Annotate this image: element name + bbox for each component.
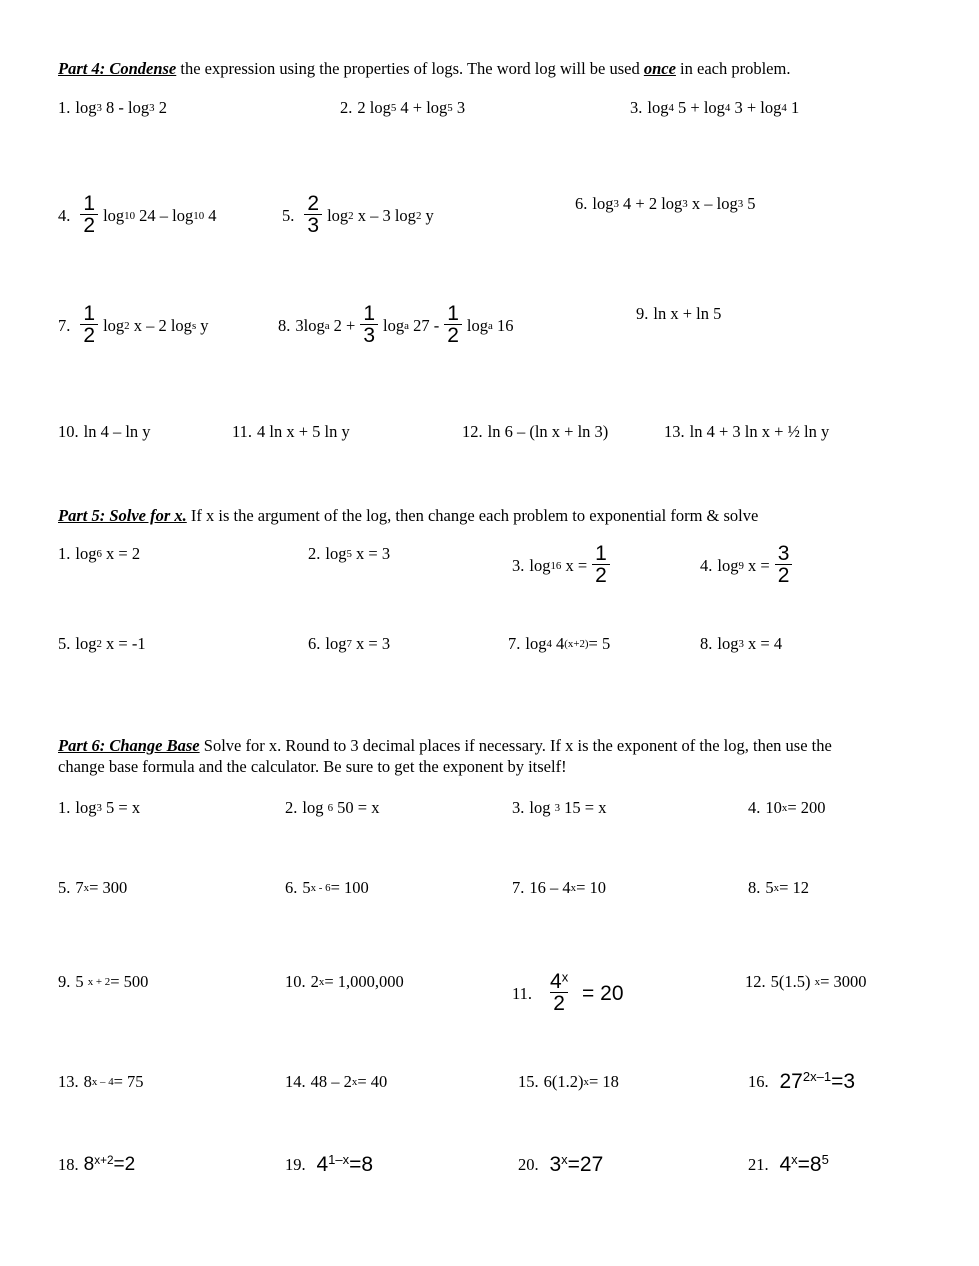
part4-row-1	[0, 98, 979, 158]
problem-p6-4	[748, 798, 826, 818]
problem-p4-5	[282, 194, 434, 238]
problem-number: 5.	[58, 878, 71, 897]
problem-expression-cont2: log a 16	[466, 315, 514, 335]
problem-p4-1	[58, 98, 167, 118]
problem-expression: log 7 x = 3	[325, 634, 391, 653]
problem-p6-12	[745, 972, 867, 992]
problem-number: 5.	[58, 634, 71, 653]
problem-expression: ln 4 – ln y	[83, 422, 151, 441]
problem-expression: ln x + ln 5	[653, 304, 722, 323]
problem-number: 9.	[636, 304, 649, 323]
problem-expression: log 3 x = 4	[717, 634, 783, 653]
problem-expression: $4^x=8^5$	[773, 1152, 829, 1176]
part6-instructions: Solve for x. Round to 3 decimal places if necessary. If x is the exponent of the log, then use the	[199, 736, 832, 755]
problem-expression: log 3 8 - log 3 2	[75, 98, 167, 117]
problem-expression: log 2 x – 3 log 2 y	[327, 205, 434, 225]
problem-p5-1	[58, 544, 140, 564]
problem-expression-cont: log a 27 -	[383, 315, 440, 335]
part5-heading	[58, 505, 928, 526]
problem-expression: = 20	[576, 981, 624, 1005]
part6-row-4	[0, 1069, 979, 1132]
problem-expression: $3^x=27$	[543, 1152, 604, 1176]
problem-number: 3.	[512, 798, 525, 817]
problem-expression: 5 x = 12	[765, 878, 809, 897]
problem-expression: 3log a 2 +	[295, 315, 356, 335]
problem-number: 7.	[508, 634, 521, 653]
problem-expression: 5(1.5) x = 3000	[770, 972, 867, 991]
problem-number: 5.	[282, 205, 295, 225]
problem-p5-4	[700, 544, 797, 588]
problem-number: 3.	[630, 98, 643, 117]
part4-row-3	[0, 290, 979, 350]
problem-p4-4	[58, 194, 217, 238]
problem-p4-8	[278, 304, 513, 348]
problem-number: 6.	[285, 878, 298, 897]
part5-tag: Part 5: Solve for x.	[58, 506, 187, 525]
problem-expression: log 16 x =	[529, 555, 588, 575]
part4-instructions-a: the expression using the properties of logs. The word log will be used	[176, 59, 644, 78]
problem-number: 1.	[58, 544, 71, 563]
problem-expression: log 4 4 (x+2) = 5	[525, 634, 611, 653]
problem-expression: 8 x – 4 = 75	[83, 1072, 144, 1091]
problem-number: 12.	[462, 422, 483, 441]
fraction-one-half: $\frac{1}{2}$	[80, 303, 98, 347]
problem-number: 4.	[748, 798, 761, 817]
problem-expression: ln 6 – (ln x + ln 3)	[487, 422, 609, 441]
problem-number: 12.	[745, 972, 766, 991]
problem-expression: $27^{2x-1}=3$	[773, 1069, 856, 1093]
problem-p6-14	[285, 1072, 387, 1092]
problem-number: 1.	[58, 98, 71, 117]
problem-expression: log 6 x = 2	[75, 544, 141, 563]
problem-number: 16.	[748, 1072, 769, 1091]
problem-expression: log 9 x =	[717, 555, 770, 575]
part6-row-1	[0, 798, 979, 858]
problem-expression: 16 – 4 x = 10	[529, 878, 606, 897]
problem-p4-9	[636, 304, 721, 324]
problem-p6-11	[512, 969, 624, 1016]
problem-number: 8.	[748, 878, 761, 897]
problem-number: 9.	[58, 972, 71, 991]
problem-number: 15.	[518, 1072, 539, 1091]
problem-p6-10	[285, 972, 404, 992]
problem-p6-16	[748, 1069, 856, 1093]
problem-expression: log 3 4 + 2 log 3 x – log 3 5	[592, 194, 756, 213]
problem-number: 3.	[512, 555, 525, 575]
problem-p6-5	[58, 878, 127, 898]
part5-row-2	[0, 634, 979, 694]
part5-instructions: If x is the argument of the log, then change each problem to exponential form & solve	[186, 506, 759, 525]
fraction-one-half: $\frac{1}{2}$	[444, 303, 462, 347]
problem-number: 13.	[664, 422, 685, 441]
problem-number: 2.	[340, 98, 353, 117]
problem-number: 10.	[58, 422, 79, 441]
problem-expression: log 5 x = 3	[325, 544, 391, 563]
fraction-one-half: $\frac{1}{2}$	[592, 543, 610, 587]
problem-p6-21	[748, 1152, 829, 1176]
problem-expression: $8^{x+2}=2$	[83, 1153, 136, 1175]
problem-p4-13	[664, 422, 829, 442]
part6-instructions-line2: change base formula and the calculator. Be sure to get the exponent by itself!	[58, 757, 567, 776]
problem-p4-2	[340, 98, 465, 118]
problem-expression: 5 x + 2 = 500	[75, 972, 149, 991]
problem-number: 10.	[285, 972, 306, 991]
part4-row-2	[0, 180, 979, 240]
problem-number: 20.	[518, 1155, 539, 1174]
problem-p5-5	[58, 634, 146, 654]
problem-expression: 10 x = 200	[765, 798, 826, 817]
problem-p4-10	[58, 422, 151, 442]
problem-p6-18	[58, 1155, 135, 1175]
problem-p5-2	[308, 544, 390, 564]
problem-p6-15	[518, 1072, 619, 1092]
problem-p6-13	[58, 1072, 144, 1092]
problem-p6-3	[512, 798, 606, 818]
problem-number: 21.	[748, 1155, 769, 1174]
problem-number: 18.	[58, 1155, 79, 1174]
problem-p5-8	[700, 634, 782, 654]
problem-number: 4.	[58, 205, 71, 225]
problem-p5-7	[508, 634, 610, 654]
problem-expression: 5 x - 6 = 100	[302, 878, 369, 897]
fraction-one-third: $\frac{1}{3}$	[360, 303, 378, 347]
problem-number: 7.	[58, 315, 71, 335]
problem-expression: 2 log 5 4 + log 5 3	[357, 98, 466, 117]
problem-number: 7.	[512, 878, 525, 897]
problem-expression: ln 4 + 3 ln x + ½ ln y	[689, 422, 830, 441]
problem-number: 11.	[232, 422, 253, 441]
problem-number: 2.	[308, 544, 321, 563]
fraction-one-half: $\frac{1}{2}$	[80, 193, 98, 237]
problem-expression: log 3 15 = x	[529, 798, 607, 817]
part6-tag: Part 6: Change Base	[58, 736, 200, 755]
problem-number: 1.	[58, 798, 71, 817]
problem-p4-3	[630, 98, 799, 118]
problem-number: 19.	[285, 1155, 306, 1174]
problem-expression: log 3 5 = x	[75, 798, 141, 817]
part6-row-5	[0, 1152, 979, 1215]
problem-number: 6.	[308, 634, 321, 653]
problem-number: 2.	[285, 798, 298, 817]
fraction-four-to-x-over-two: $\frac{4^x}{2}$	[550, 969, 569, 1016]
problem-p6-9	[58, 972, 148, 992]
problem-p6-20	[518, 1152, 604, 1176]
problem-number: 4.	[700, 555, 713, 575]
problem-expression: 7 x = 300	[75, 878, 128, 897]
problem-expression: log 6 50 = x	[302, 798, 380, 817]
problem-expression: log 4 5 + log 4 3 + log 4 1	[647, 98, 800, 117]
part4-emphasis: once	[643, 59, 676, 78]
problem-p5-6	[308, 634, 390, 654]
problem-p6-1	[58, 798, 140, 818]
problem-p5-3	[512, 544, 615, 588]
part6-row-3	[0, 958, 979, 1018]
problem-p4-12	[462, 422, 608, 442]
problem-p4-6	[575, 194, 756, 214]
problem-p6-7	[512, 878, 606, 898]
problem-expression: 6(1.2) x = 18	[543, 1072, 619, 1091]
problem-expression: log 2 x – 2 log s y	[103, 315, 209, 335]
problem-p4-11	[232, 422, 350, 442]
part6-row-2	[0, 878, 979, 938]
part6-heading-line2	[58, 756, 928, 777]
problem-expression: 2 x = 1,000,000	[310, 972, 404, 991]
problem-expression: 4 ln x + 5 ln y	[257, 422, 350, 441]
problem-number: 8.	[278, 315, 291, 335]
problem-expression: log 2 x = -1	[75, 634, 146, 653]
part4-row-4	[0, 422, 979, 482]
problem-number: 6.	[575, 194, 588, 213]
problem-number: 8.	[700, 634, 713, 653]
problem-p4-7	[58, 304, 209, 348]
problem-number: 14.	[285, 1072, 306, 1091]
problem-p6-8	[748, 878, 809, 898]
problem-p6-6	[285, 878, 369, 898]
problem-p6-2	[285, 798, 379, 818]
part4-tag: Part 4: Condense	[58, 59, 177, 78]
part5-row-1	[0, 530, 979, 590]
fraction-three-halves: $\frac{3}{2}$	[775, 543, 793, 587]
part6-heading	[58, 735, 928, 756]
problem-expression: 48 – 2 x = 40	[310, 1072, 388, 1091]
fraction-two-thirds: $\frac{2}{3}$	[304, 193, 322, 237]
problem-p6-19	[285, 1152, 374, 1176]
problem-expression: $4^{1-x}=8$	[310, 1152, 374, 1176]
part4-instructions-b: in each problem.	[675, 59, 791, 78]
problem-expression: log 10 24 – log 10 4	[103, 205, 217, 225]
problem-number: 13.	[58, 1072, 79, 1091]
part4-heading	[58, 58, 928, 79]
problem-number: 11.	[512, 983, 533, 1003]
